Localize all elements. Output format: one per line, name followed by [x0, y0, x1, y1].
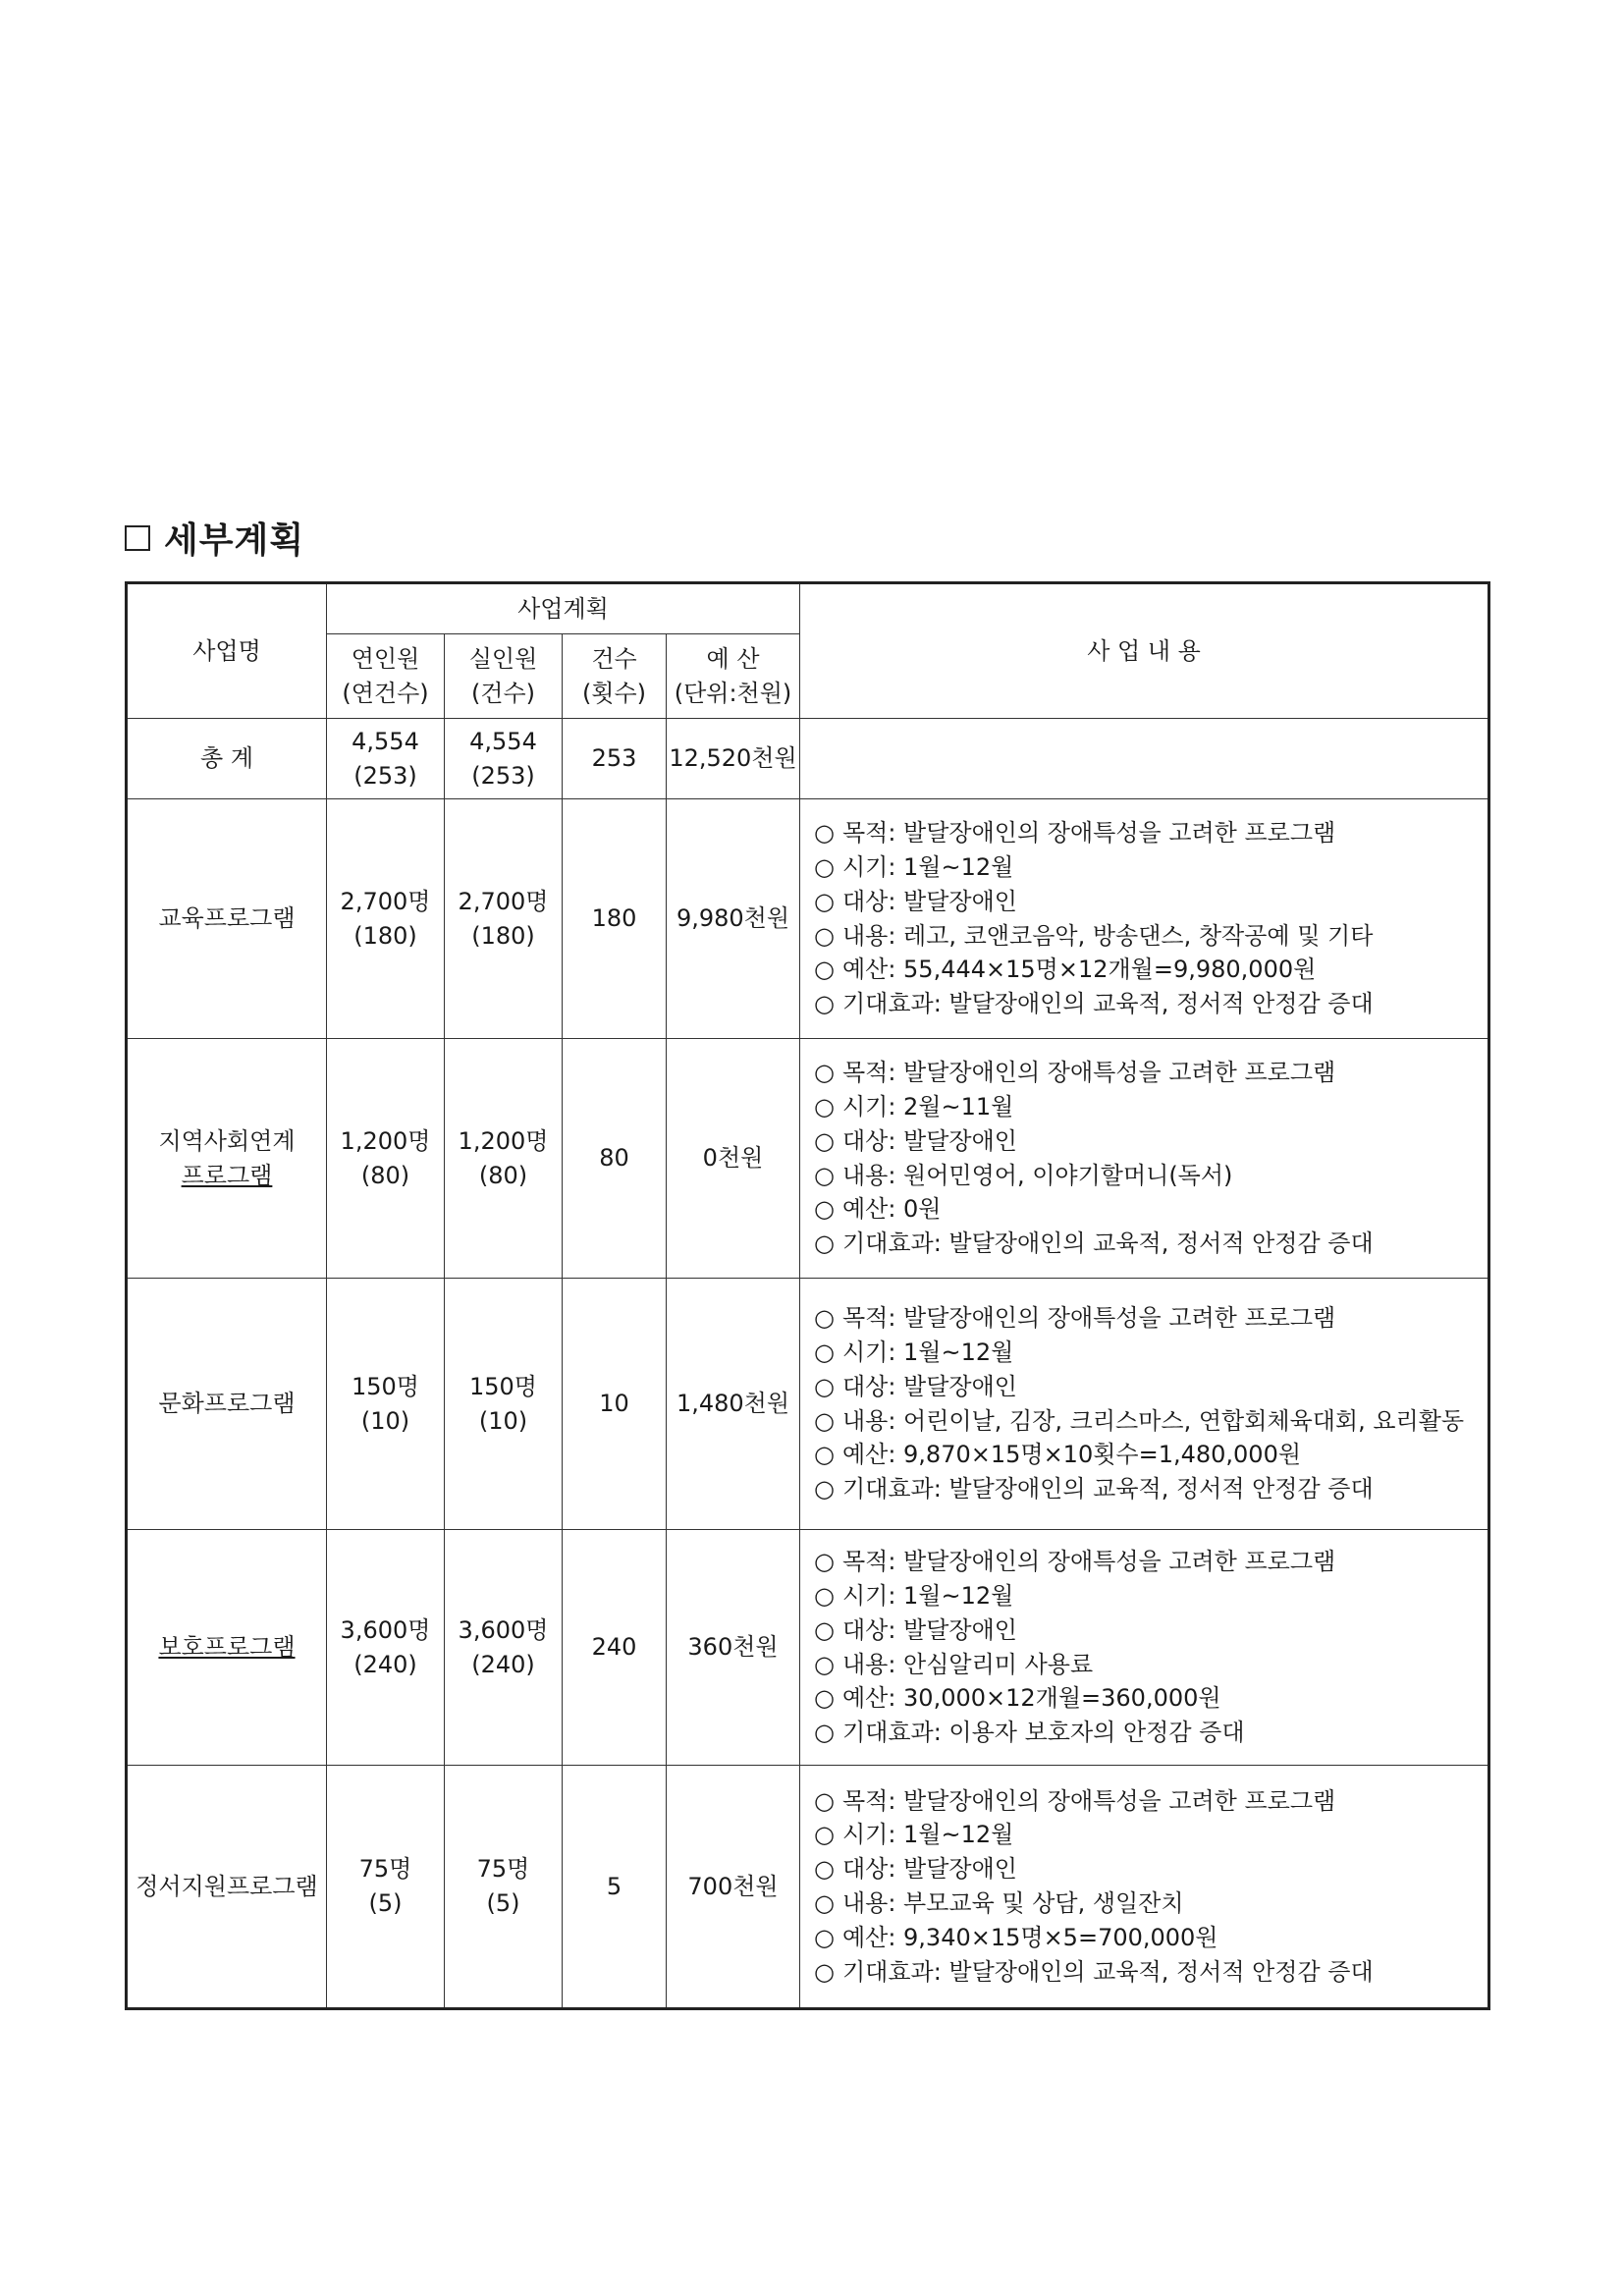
program-details — [800, 1530, 1489, 1766]
header-annual-line2: (연건수) — [342, 679, 429, 707]
circle-bullet-icon: ○ — [814, 1650, 835, 1678]
program-count: 80 — [563, 1039, 667, 1279]
program-row — [127, 1279, 1489, 1530]
header-annual — [327, 634, 445, 719]
detail-text: 시기: 1월~12월 — [841, 1338, 1014, 1366]
program-budget: 700천원 — [667, 1766, 800, 2009]
program-annual-sub: (10) — [360, 1406, 410, 1435]
program-name-line2: 프로그램 — [181, 1161, 273, 1189]
detail-text: 목적: 발달장애인의 장애특성을 고려한 프로그램 — [841, 1304, 1336, 1333]
program-annual — [327, 1039, 445, 1279]
detail-text: 목적: 발달장애인의 장애특성을 고려한 프로그램 — [841, 1786, 1336, 1815]
detail-line — [814, 1955, 1478, 1990]
circle-bullet-icon: ○ — [814, 1548, 835, 1576]
program-count: 240 — [563, 1530, 667, 1766]
header-content: 사 업 내 용 — [800, 583, 1489, 719]
detail-line — [814, 1370, 1478, 1404]
program-budget: 0천원 — [667, 1039, 800, 1279]
detail-line — [814, 1818, 1478, 1852]
total-actual-sub: (253) — [471, 761, 535, 790]
detail-line — [814, 1192, 1478, 1227]
detail-text: 예산: 9,340×15명×5=700,000원 — [841, 1923, 1218, 1951]
detail-text: 목적: 발달장애인의 장애특성을 고려한 프로그램 — [841, 1059, 1336, 1087]
circle-bullet-icon: ○ — [814, 887, 835, 915]
circle-bullet-icon: ○ — [814, 1372, 835, 1400]
program-row — [127, 1039, 1489, 1279]
circle-bullet-icon: ○ — [814, 1338, 835, 1366]
detail-line — [814, 1090, 1478, 1124]
circle-bullet-icon: ○ — [814, 921, 835, 950]
detail-text: 기대효과: 발달장애인의 교육적, 정서적 안정감 증대 — [841, 1230, 1374, 1258]
detail-text: 기대효과: 발달장애인의 교육적, 정서적 안정감 증대 — [841, 990, 1374, 1018]
checkbox-square-icon — [125, 525, 150, 551]
detail-text: 기대효과: 이용자 보호자의 안정감 증대 — [841, 1719, 1245, 1747]
header-budget-line1: 예 산 — [706, 644, 760, 673]
program-count: 5 — [563, 1766, 667, 2009]
detail-text: 시기: 1월~12월 — [841, 852, 1014, 881]
program-name-text: 보호프로그램 — [158, 1633, 296, 1662]
detail-text: 대상: 발달장애인 — [841, 1372, 1017, 1400]
program-count: 10 — [563, 1279, 667, 1530]
total-row — [127, 719, 1489, 799]
program-row — [127, 1530, 1489, 1766]
header-count-line2: (횟수) — [581, 679, 647, 707]
circle-bullet-icon: ○ — [814, 1786, 835, 1815]
detail-text: 기대효과: 발달장애인의 교육적, 정서적 안정감 증대 — [841, 1475, 1374, 1503]
section-heading — [125, 513, 304, 563]
detail-line — [814, 1648, 1478, 1682]
header-count — [563, 634, 667, 719]
detail-line — [814, 1301, 1478, 1336]
detail-line — [814, 1159, 1478, 1193]
program-actual-value: 2,700명 — [458, 887, 549, 915]
detail-line — [814, 1124, 1478, 1159]
circle-bullet-icon: ○ — [814, 1092, 835, 1121]
program-name: 정서지원프로그램 — [127, 1766, 327, 2009]
detail-line — [814, 919, 1478, 954]
detail-line — [814, 1438, 1478, 1472]
circle-bullet-icon: ○ — [814, 819, 835, 847]
circle-bullet-icon: ○ — [814, 1441, 835, 1469]
program-annual-value: 1,200명 — [340, 1126, 431, 1155]
program-annual-value: 150명 — [352, 1372, 419, 1400]
header-budget — [667, 634, 800, 719]
header-row-1 — [127, 583, 1489, 634]
program-actual-sub: (180) — [471, 921, 535, 950]
total-content — [800, 719, 1489, 799]
program-annual — [327, 1530, 445, 1766]
detail-text: 시기: 2월~11월 — [841, 1092, 1014, 1121]
circle-bullet-icon: ○ — [814, 1719, 835, 1747]
detail-line — [814, 987, 1478, 1021]
detail-text: 기대효과: 발달장애인의 교육적, 정서적 안정감 증대 — [841, 1957, 1374, 1986]
circle-bullet-icon: ○ — [814, 1821, 835, 1849]
program-name — [127, 1530, 327, 1766]
total-count: 253 — [563, 719, 667, 799]
circle-bullet-icon: ○ — [814, 1304, 835, 1333]
header-actual-line2: (건수) — [470, 679, 536, 707]
detail-line — [814, 953, 1478, 987]
detail-line — [814, 1681, 1478, 1716]
circle-bullet-icon: ○ — [814, 1855, 835, 1884]
detail-line — [814, 850, 1478, 885]
program-actual-sub: (5) — [486, 1889, 520, 1917]
detail-line — [814, 885, 1478, 919]
detail-text: 대상: 발달장애인 — [841, 887, 1017, 915]
detail-line — [814, 1404, 1478, 1439]
program-budget: 1,480천원 — [667, 1279, 800, 1530]
circle-bullet-icon: ○ — [814, 1581, 835, 1610]
circle-bullet-icon: ○ — [814, 852, 835, 881]
circle-bullet-icon: ○ — [814, 1684, 835, 1713]
detail-text: 내용: 어린이날, 김장, 크리스마스, 연합회체육대회, 요리활동 — [841, 1406, 1465, 1435]
detail-text: 예산: 30,000×12개월=360,000원 — [841, 1684, 1221, 1713]
circle-bullet-icon: ○ — [814, 1195, 835, 1224]
detail-text: 대상: 발달장애인 — [841, 1855, 1017, 1884]
program-actual-value: 1,200명 — [458, 1126, 549, 1155]
detail-line — [814, 1852, 1478, 1886]
detail-text: 시기: 1월~12월 — [841, 1581, 1014, 1610]
program-actual — [445, 1279, 563, 1530]
header-actual-line1: 실인원 — [468, 644, 538, 673]
program-actual — [445, 1039, 563, 1279]
program-details — [800, 1766, 1489, 2009]
program-annual-sub: (180) — [353, 921, 417, 950]
circle-bullet-icon: ○ — [814, 1889, 835, 1917]
detail-text: 목적: 발달장애인의 장애특성을 고려한 프로그램 — [841, 819, 1336, 847]
circle-bullet-icon: ○ — [814, 1230, 835, 1258]
program-actual — [445, 1766, 563, 2009]
header-name: 사업명 — [127, 583, 327, 719]
circle-bullet-icon: ○ — [814, 1161, 835, 1189]
circle-bullet-icon: ○ — [814, 956, 835, 984]
detail-line — [814, 1784, 1478, 1819]
detail-line — [814, 1613, 1478, 1648]
circle-bullet-icon: ○ — [814, 1923, 835, 1951]
program-budget: 360천원 — [667, 1530, 800, 1766]
detail-line — [814, 1716, 1478, 1750]
detail-text: 예산: 9,870×15명×10횟수=1,480,000원 — [841, 1441, 1302, 1469]
header-actual — [445, 634, 563, 719]
program-annual-value: 2,700명 — [340, 887, 431, 915]
detail-line — [814, 816, 1478, 850]
detail-line — [814, 1336, 1478, 1370]
program-budget: 9,980천원 — [667, 799, 800, 1039]
program-annual — [327, 1766, 445, 2009]
plan-table — [125, 581, 1490, 2010]
program-actual-value: 75명 — [476, 1855, 530, 1884]
detail-line — [814, 1472, 1478, 1506]
program-name-line1: 지역사회연계 — [158, 1126, 296, 1155]
detail-text: 대상: 발달장애인 — [841, 1615, 1017, 1644]
detail-line — [814, 1886, 1478, 1921]
circle-bullet-icon: ○ — [814, 1406, 835, 1435]
program-annual-value: 75명 — [358, 1855, 412, 1884]
header-plan-group: 사업계획 — [327, 583, 800, 634]
detail-line — [814, 1056, 1478, 1090]
section-title: 세부계획 — [164, 520, 305, 561]
total-annual-value: 4,554 — [352, 727, 419, 755]
detail-text: 내용: 원어민영어, 이야기할머니(독서) — [841, 1161, 1233, 1189]
total-actual-value: 4,554 — [469, 727, 537, 755]
detail-text: 시기: 1월~12월 — [841, 1821, 1014, 1849]
circle-bullet-icon: ○ — [814, 1126, 835, 1155]
program-actual — [445, 1530, 563, 1766]
program-count: 180 — [563, 799, 667, 1039]
program-actual — [445, 799, 563, 1039]
program-name: 문화프로그램 — [127, 1279, 327, 1530]
program-actual-value: 150명 — [469, 1372, 537, 1400]
detail-text: 예산: 0원 — [841, 1195, 942, 1224]
program-details — [800, 1039, 1489, 1279]
circle-bullet-icon: ○ — [814, 1059, 835, 1087]
circle-bullet-icon: ○ — [814, 1475, 835, 1503]
program-details — [800, 799, 1489, 1039]
program-actual-value: 3,600명 — [458, 1615, 549, 1644]
program-annual — [327, 799, 445, 1039]
program-row — [127, 799, 1489, 1039]
detail-text: 예산: 55,444×15명×12개월=9,980,000원 — [841, 956, 1317, 984]
program-annual-sub: (80) — [360, 1161, 410, 1189]
total-annual — [327, 719, 445, 799]
program-annual-value: 3,600명 — [340, 1615, 431, 1644]
detail-text: 내용: 부모교육 및 상담, 생일잔치 — [841, 1889, 1184, 1917]
program-annual-sub: (240) — [353, 1650, 417, 1678]
detail-text: 목적: 발달장애인의 장애특성을 고려한 프로그램 — [841, 1548, 1336, 1576]
total-actual — [445, 719, 563, 799]
total-budget: 12,520천원 — [667, 719, 800, 799]
detail-text: 내용: 레고, 코앤코음악, 방송댄스, 창작공예 및 기타 — [841, 921, 1374, 950]
header-annual-line1: 연인원 — [351, 644, 420, 673]
program-row — [127, 1766, 1489, 2009]
detail-text: 내용: 안심알리미 사용료 — [841, 1650, 1094, 1678]
program-annual — [327, 1279, 445, 1530]
total-name: 총 계 — [127, 719, 327, 799]
header-budget-line2: (단위:천원) — [674, 679, 792, 707]
detail-line — [814, 1921, 1478, 1955]
program-annual-sub: (5) — [368, 1889, 403, 1917]
program-actual-sub: (240) — [471, 1650, 535, 1678]
circle-bullet-icon: ○ — [814, 990, 835, 1018]
total-annual-sub: (253) — [353, 761, 417, 790]
program-actual-sub: (80) — [478, 1161, 528, 1189]
program-name: 교육프로그램 — [127, 799, 327, 1039]
detail-line — [814, 1227, 1478, 1261]
circle-bullet-icon: ○ — [814, 1615, 835, 1644]
detail-line — [814, 1545, 1478, 1579]
program-name — [127, 1039, 327, 1279]
detail-text: 대상: 발달장애인 — [841, 1126, 1017, 1155]
circle-bullet-icon: ○ — [814, 1957, 835, 1986]
detail-line — [814, 1579, 1478, 1613]
program-actual-sub: (10) — [478, 1406, 528, 1435]
program-details — [800, 1279, 1489, 1530]
header-count-line1: 건수 — [591, 644, 637, 673]
